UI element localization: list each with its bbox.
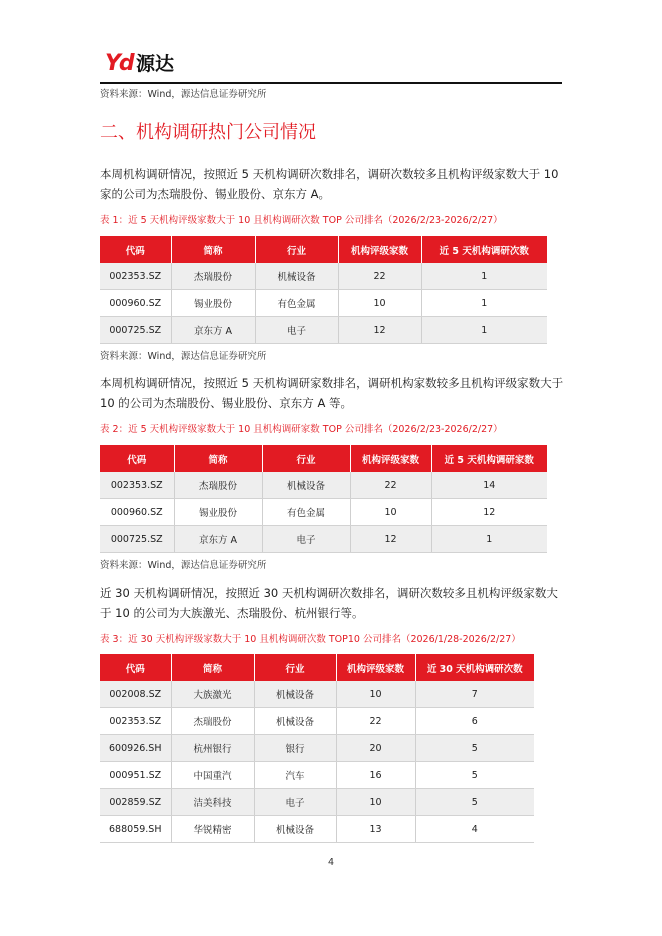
section-title: 二、机构调研热门公司情况 [100, 122, 316, 143]
table-3-caption: 表 3：近 30 天机构评级家数大于 10 且机构调研次数 TOP10 公司排名（2026/1/28-2026/2/27） [100, 634, 521, 645]
table-cell: 600926.SH [100, 735, 171, 762]
table-cell: 5 [415, 789, 534, 816]
table-cell: 000960.SZ [100, 290, 171, 317]
brand-logo-text: 源达 [136, 53, 175, 75]
column-header: 代码 [100, 654, 171, 681]
column-header: 近 30 天机构调研次数 [415, 654, 534, 681]
table-cell: 7 [415, 681, 534, 708]
table-2-caption: 表 2：近 5 天机构评级家数大于 10 且机构调研家数 TOP 公司排名（2026/2/23-2026/2/27） [100, 424, 503, 435]
table-cell: 16 [336, 762, 415, 789]
paragraph-3: 近 30 天机构调研情况，按照近 30 天机构调研次数排名，调研次数较多且机构评级家数大于 10 的公司为大族激光、杰瑞股份、杭州银行等。 [100, 586, 558, 620]
table-1 [100, 236, 547, 344]
table-row [100, 499, 547, 526]
column-header: 简称 [171, 654, 254, 681]
table-cell: 13 [336, 816, 415, 843]
column-header: 机构评级家数 [336, 654, 415, 681]
table-cell: 1 [421, 263, 547, 290]
table-row [100, 526, 547, 553]
table-cell: 000960.SZ [100, 499, 174, 526]
table-cell: 洁美科技 [171, 789, 254, 816]
page-header [100, 48, 562, 84]
paragraph-2: 本周机构调研情况，按照近 5 天机构调研家数排名，调研机构家数较多且机构评级家数大于 10 的公司为杰瑞股份、锡业股份、京东方 A 等。 [100, 376, 564, 410]
table-cell: 机械设备 [254, 816, 336, 843]
table-cell: 4 [415, 816, 534, 843]
column-header: 代码 [100, 445, 174, 472]
table-row [100, 762, 534, 789]
column-header: 行业 [254, 654, 336, 681]
table-cell: 002353.SZ [100, 708, 171, 735]
table-cell: 大族激光 [171, 681, 254, 708]
column-header: 机构评级家数 [350, 445, 431, 472]
table-cell: 1 [421, 290, 547, 317]
brand-logo-mark: Yd [105, 51, 133, 76]
table-1-caption: 表 1：近 5 天机构评级家数大于 10 且机构调研次数 TOP 公司排名（2026/2/23-2026/2/27） [100, 215, 503, 226]
table-cell: 锡业股份 [174, 499, 262, 526]
table-cell: 22 [338, 263, 421, 290]
table-cell: 杭州银行 [171, 735, 254, 762]
page-number: 4 [327, 857, 335, 868]
table-3 [100, 654, 534, 843]
source-note-top: 资料来源：Wind，源达信息证券研究所 [100, 89, 267, 100]
table-header-row [100, 654, 534, 681]
table-cell: 002859.SZ [100, 789, 171, 816]
table-row [100, 681, 534, 708]
table-cell: 机械设备 [254, 681, 336, 708]
column-header: 近 5 天机构调研次数 [421, 236, 547, 263]
table-cell: 20 [336, 735, 415, 762]
table-cell: 有色金属 [262, 499, 350, 526]
table-cell: 688059.SH [100, 816, 171, 843]
table-cell: 002008.SZ [100, 681, 171, 708]
table-header-row [100, 445, 547, 472]
table-row [100, 708, 534, 735]
column-header: 行业 [262, 445, 350, 472]
table-cell: 机械设备 [254, 708, 336, 735]
table-cell: 汽车 [254, 762, 336, 789]
table-cell: 京东方 A [171, 317, 255, 344]
table-cell: 华锐精密 [171, 816, 254, 843]
column-header: 简称 [174, 445, 262, 472]
table-cell: 002353.SZ [100, 472, 174, 499]
table-row [100, 472, 547, 499]
table-row [100, 789, 534, 816]
table-cell: 000951.SZ [100, 762, 171, 789]
table-cell: 22 [336, 708, 415, 735]
table-cell: 6 [415, 708, 534, 735]
table-cell: 000725.SZ [100, 317, 171, 344]
column-header: 近 5 天机构调研家数 [431, 445, 547, 472]
table-cell: 杰瑞股份 [171, 708, 254, 735]
column-header: 行业 [255, 236, 338, 263]
table-cell: 000725.SZ [100, 526, 174, 553]
column-header: 机构评级家数 [338, 236, 421, 263]
table-cell: 12 [338, 317, 421, 344]
table-cell: 机械设备 [262, 472, 350, 499]
table-cell: 10 [336, 789, 415, 816]
table-cell: 14 [431, 472, 547, 499]
table-row [100, 317, 547, 344]
table-cell: 12 [431, 499, 547, 526]
table-row [100, 263, 547, 290]
table-cell: 有色金属 [255, 290, 338, 317]
column-header: 代码 [100, 236, 171, 263]
table-cell: 5 [415, 762, 534, 789]
table-cell: 锡业股份 [171, 290, 255, 317]
table-cell: 机械设备 [255, 263, 338, 290]
table-cell: 中国重汽 [171, 762, 254, 789]
table-cell: 1 [421, 317, 547, 344]
table-cell: 22 [350, 472, 431, 499]
table-header-row [100, 236, 547, 263]
source-note-table-1: 资料来源：Wind，源达信息证券研究所 [100, 351, 267, 362]
table-cell: 电子 [255, 317, 338, 344]
table-row [100, 816, 534, 843]
paragraph-1: 本周机构调研情况，按照近 5 天机构调研次数排名，调研次数较多且机构评级家数大于 10 家的公司为杰瑞股份、锡业股份、京东方 A。 [100, 167, 559, 201]
table-cell: 5 [415, 735, 534, 762]
table-cell: 10 [336, 681, 415, 708]
table-cell: 电子 [254, 789, 336, 816]
table-row [100, 735, 534, 762]
table-cell: 银行 [254, 735, 336, 762]
source-note-table-2: 资料来源：Wind，源达信息证券研究所 [100, 560, 267, 571]
table-row [100, 290, 547, 317]
table-cell: 电子 [262, 526, 350, 553]
table-cell: 京东方 A [174, 526, 262, 553]
table-cell: 1 [431, 526, 547, 553]
table-cell: 12 [350, 526, 431, 553]
table-cell: 002353.SZ [100, 263, 171, 290]
column-header: 简称 [171, 236, 255, 263]
table-cell: 杰瑞股份 [171, 263, 255, 290]
table-cell: 10 [350, 499, 431, 526]
table-2 [100, 445, 547, 553]
table-cell: 杰瑞股份 [174, 472, 262, 499]
table-cell: 10 [338, 290, 421, 317]
